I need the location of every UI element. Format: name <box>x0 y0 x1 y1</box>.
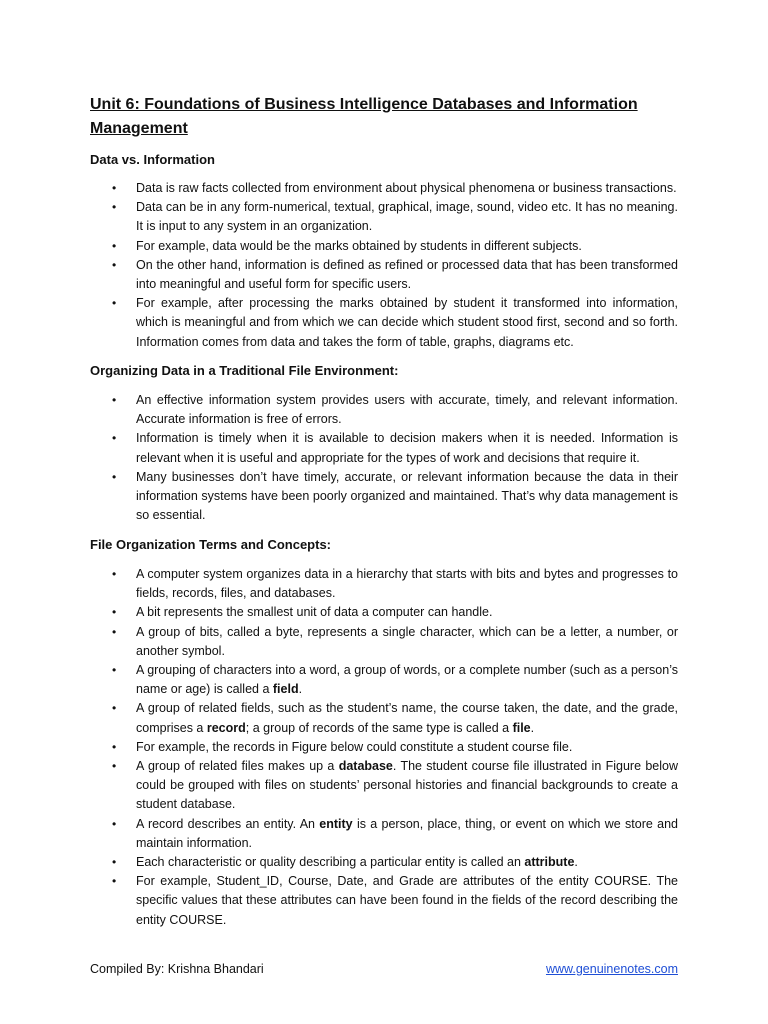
bold-term: file <box>512 720 531 735</box>
list-item-text: A group of related files makes up a <box>136 759 339 774</box>
list-item-text: For example, data would be the marks obtained by students in different subjects. <box>136 238 582 253</box>
list-item <box>90 853 678 872</box>
bullet-icon: • <box>112 816 117 831</box>
list-item <box>90 198 678 236</box>
footer-compiled-by: Compiled By: Krishna Bhandari <box>90 962 264 976</box>
list-item-text: A grouping of characters into a word, a group of words, or a complete number (such as a person’s name or age) is called a <box>136 663 678 697</box>
list-item-text: A computer system organizes data in a hierarchy that starts with bits and bytes and progresses to fields, records, files, and databases. <box>136 567 678 601</box>
list-item-text: For example, after processing the marks obtained by student it transformed into information, which is meaningful and from which we can decide which student stood first, second and so forth. Information comes from data and takes the form of table, graphs, diagrams etc. <box>136 296 678 349</box>
bold-term: entity <box>319 816 353 831</box>
list-item <box>90 391 678 429</box>
list-item-text: ; a group of records of the same type is called a <box>245 720 513 735</box>
list-item-text: is a person, place, thing, or event on which we store and maintain information. <box>136 816 678 850</box>
list-item <box>90 623 678 661</box>
list-item-text: Many businesses don’t have timely, accurate, or relevant information because the data in their information systems have been poorly organized and maintained. That’s why data management is so essential. <box>136 469 678 523</box>
list-item-text: A group of related fields, such as the student’s name, the course taken, the date, and the grade, comprises a <box>136 701 678 735</box>
list-item <box>90 294 678 352</box>
bold-term: database <box>338 759 393 774</box>
list-item-text: A bit represents the smallest unit of data a computer can handle. <box>136 605 493 620</box>
list-item-text: For example, Student_ID, Course, Date, and Grade are attributes of the entity COURSE. The specific values that these attributes can have been found in the fields of the record describing the entity COURSE. <box>136 874 678 927</box>
bold-term: record <box>206 720 246 735</box>
bullet-icon: • <box>112 431 117 446</box>
list-item-text: A record describes an entity. An <box>136 816 320 831</box>
bold-term: attribute <box>524 855 575 870</box>
list-item <box>90 815 678 853</box>
list-item <box>90 468 678 526</box>
section-heading-data-vs-information: Data vs. Information <box>90 152 215 167</box>
section-heading-organizing-data: Organizing Data in a Traditional File Environment: <box>90 363 399 378</box>
bullet-icon: • <box>112 663 117 678</box>
bullet-icon: • <box>112 739 117 754</box>
bullet-icon: • <box>112 567 117 581</box>
list-item-text: Each characteristic or quality describing a particular entity is called an <box>136 855 525 870</box>
bold-term: field <box>272 682 299 697</box>
list-item-text: A group of bits, called a byte, represents a single character, which can be a letter, a number, or another symbol. <box>136 624 678 658</box>
list-item-text: Information is timely when it is available to decision makers when it is needed. Information is relevant when it is useful and appropriate for the types of work and decisions that require it. <box>136 431 678 465</box>
bullet-icon: • <box>112 605 117 620</box>
list-item <box>90 603 678 622</box>
bullet-icon: • <box>112 393 117 407</box>
page-title: Unit 6: Foundations of Business Intelligence Databases and Information Management <box>90 96 638 137</box>
list-item-text: . <box>298 682 303 697</box>
bullet-icon: • <box>112 874 117 889</box>
bullet-icon: • <box>112 469 117 484</box>
bullet-icon: • <box>112 855 117 870</box>
footer-website-link[interactable]: www.genuinenotes.com <box>545 962 678 976</box>
section-heading-file-organization: File Organization Terms and Concepts: <box>90 537 332 552</box>
list-item-text: An effective information system provides users with accurate, timely, and relevant information. Accurate information is free of errors. <box>136 393 678 427</box>
bullet-list-file-organization <box>90 565 678 930</box>
bullet-icon: • <box>112 257 117 272</box>
list-item <box>90 757 678 815</box>
list-item-text: . <box>574 855 578 870</box>
list-item <box>90 872 678 930</box>
list-item <box>90 256 678 294</box>
list-item-text: . <box>530 720 535 735</box>
list-item <box>90 179 678 198</box>
list-item <box>90 237 678 256</box>
list-item-text: On the other hand, information is defined as refined or processed data that has been transformed into meaningful and useful form for specific users. <box>136 257 678 292</box>
bullet-icon: • <box>112 181 117 195</box>
bullet-icon: • <box>112 296 117 311</box>
bullet-icon: • <box>112 624 117 639</box>
list-item-text: Data is raw facts collected from environment about physical phenomena or business transactions. <box>136 181 677 195</box>
list-item-text: . The student course file illustrated in Figure below could be grouped with files on students’ personal histories and financial backgrounds to create a student database. <box>136 759 679 812</box>
list-item <box>90 565 678 603</box>
list-item-text: Data can be in any form-numerical, textual, graphical, image, sound, video etc. It has no meaning. It is input to any system in an organization. <box>136 200 678 234</box>
list-item <box>90 661 678 699</box>
list-item <box>90 738 678 757</box>
list-item-text: For example, the records in Figure below could constitute a student course file. <box>136 739 573 754</box>
bullet-icon: • <box>112 701 117 716</box>
bullet-icon: • <box>112 759 117 774</box>
bullet-list-data-vs-information <box>90 179 678 352</box>
list-item <box>90 429 678 467</box>
bullet-list-organizing-data <box>90 391 678 525</box>
bullet-icon: • <box>112 238 117 253</box>
list-item <box>90 699 678 737</box>
bullet-icon: • <box>112 200 117 215</box>
